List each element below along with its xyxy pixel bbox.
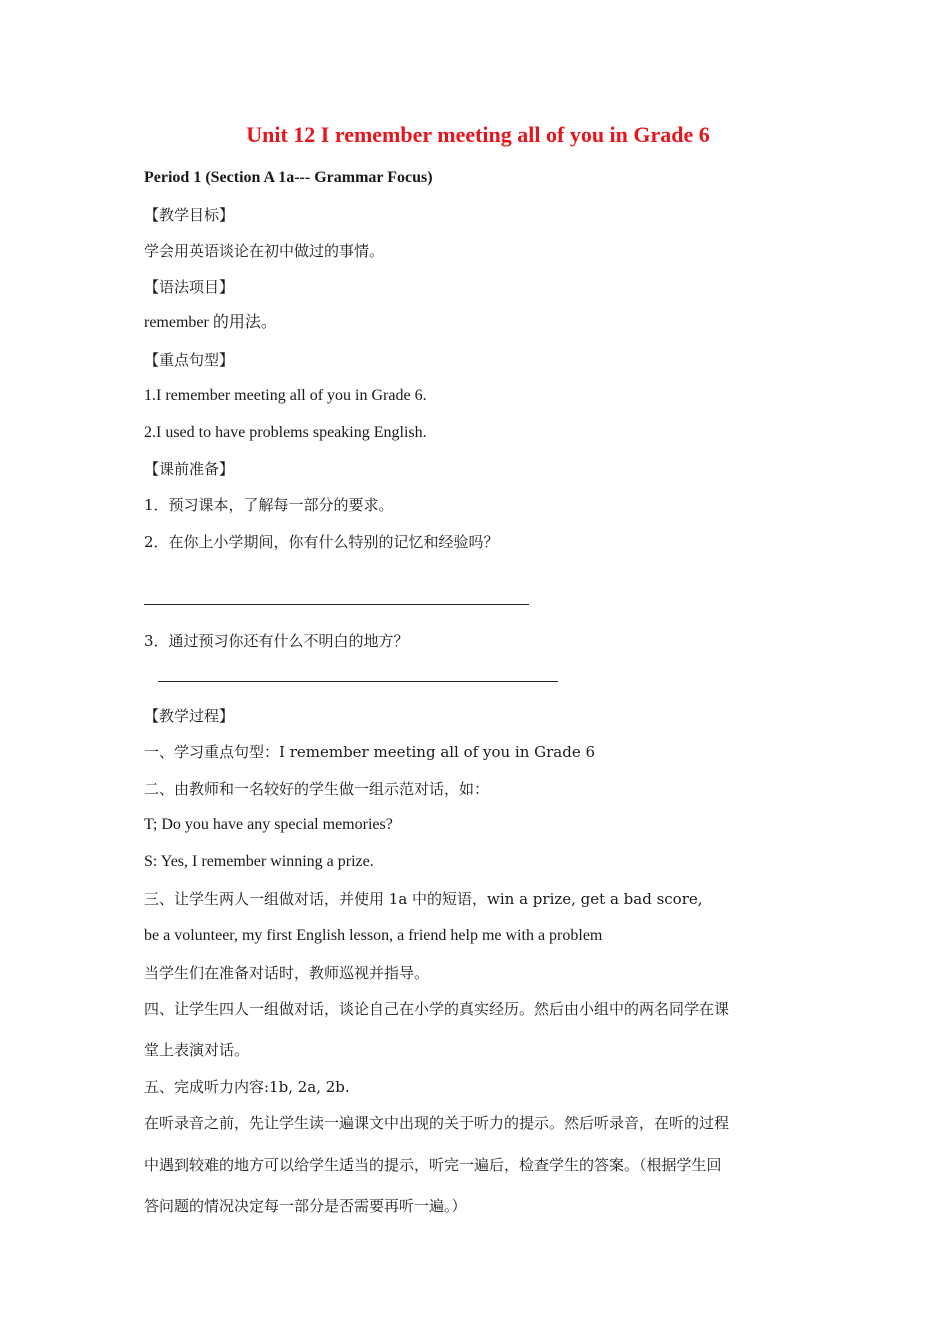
section-key-sentences: 【重点句型】 [144,351,235,369]
preparation-item-3: 3．通过预习你还有什么不明白的地方？ [144,632,409,650]
section-teaching-process: 【教学过程】 [144,707,235,725]
process-step-4-line-2: 堂上表演对话。 [144,1041,250,1059]
preparation-item-1: 1．预习课本，了解每一部分的要求。 [144,496,394,514]
document-title: Unit 12 I remember meeting all of you in Grade 6 [246,122,710,147]
section-grammar: 【语法项目】 [144,278,235,296]
process-step-3-line-3: 当学生们在准备对话时，教师巡视并指导。 [144,964,430,982]
process-step-1: 一、学习重点句型：I remember meeting all of you in Grade 6 [144,743,596,761]
preparation-item-2: 2．在你上小学期间，你有什么特别的记忆和经验吗？ [144,533,499,551]
answer-blank-line-1 [144,604,529,605]
process-step-4-line-1: 四、让学生四人一组做对话，谈论自己在小学的真实经历。然后由小组中的两名同学在课 [144,1000,730,1018]
section-teaching-goal: 【教学目标】 [144,206,235,224]
grammar-text: remember 的用法。 [144,314,277,331]
process-step-5: 五、完成听力内容:1b, 2a, 2b. [144,1078,350,1096]
teaching-goal-text: 学会用英语谈论在初中做过的事情。 [144,242,385,260]
dialog-student-line: S: Yes, I remember winning a prize. [144,853,374,870]
listening-note-line-2: 中遇到较难的地方可以给学生适当的提示，听完一遍后，检查学生的答案。（根据学生回 [144,1156,722,1174]
listening-note-line-1: 在听录音之前，先让学生读一遍课文中出现的关于听力的提示。然后听录音，在听的过程 [144,1114,730,1132]
listening-note-line-3: 答问题的情况决定每一部分是否需要再听一遍。） [144,1197,467,1215]
key-sentence-1: 1.I remember meeting all of you in Grade 6. [144,387,427,404]
process-step-2: 二、由教师和一名较好的学生做一组示范对话，如： [144,780,490,798]
key-sentence-2: 2.I used to have problems speaking English. [144,424,427,441]
section-preparation: 【课前准备】 [144,460,235,478]
process-step-3-line-2: be a volunteer, my first English lesson, a friend help me with a problem [144,927,603,944]
period-heading: Period 1 (Section A 1a--- Grammar Focus) [144,169,433,186]
answer-blank-line-2 [158,681,558,682]
process-step-3-line-1: 三、让学生两人一组做对话，并使用 1a 中的短语，win a prize, get a bad score, [144,890,703,908]
dialog-teacher-line: T; Do you have any special memories? [144,816,393,833]
